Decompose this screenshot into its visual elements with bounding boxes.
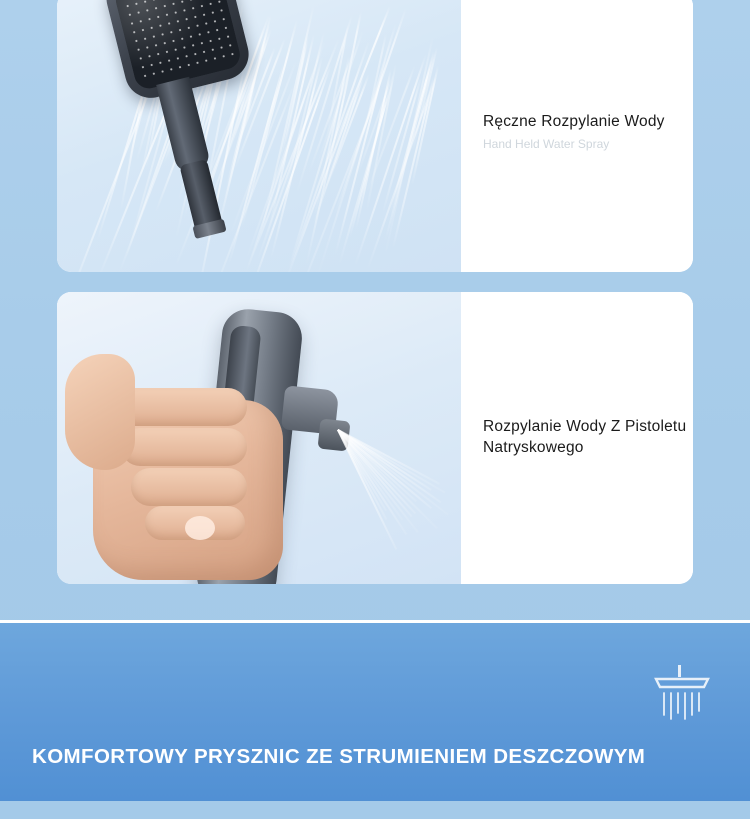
shower-head-plate [113,0,243,92]
feature-image-spraygun [57,292,461,584]
finger [121,428,247,466]
feature-title: Rozpylanie Wody Z Pistoletu Natryskowego [483,418,687,456]
rain-shower-icon [648,665,714,723]
feature-subtitle: Hand Held Water Spray [483,136,610,151]
fingernail [185,516,215,540]
feature-text-spraygun [461,292,693,584]
spray-gun-water-jets [337,430,461,560]
feature-card-spraygun [57,292,693,584]
water-stream [385,36,434,255]
banner-footer-strip [0,801,750,819]
spray-gun-scene [57,292,461,584]
bottom-banner [0,620,750,819]
finger [131,468,247,506]
feature-title: Ręczne Rozpylanie Wody [483,112,665,130]
feature-card-handheld [57,0,693,272]
shower-nozzles [120,0,236,84]
thumb [65,354,135,470]
feature-text-handheld [461,0,693,272]
water-stream [412,47,438,150]
banner-headline: KOMFORTOWY PRYSZNIC ZE STRUMIENIEM DESZCZOWYM [32,745,646,768]
feature-image-handheld [57,0,461,272]
